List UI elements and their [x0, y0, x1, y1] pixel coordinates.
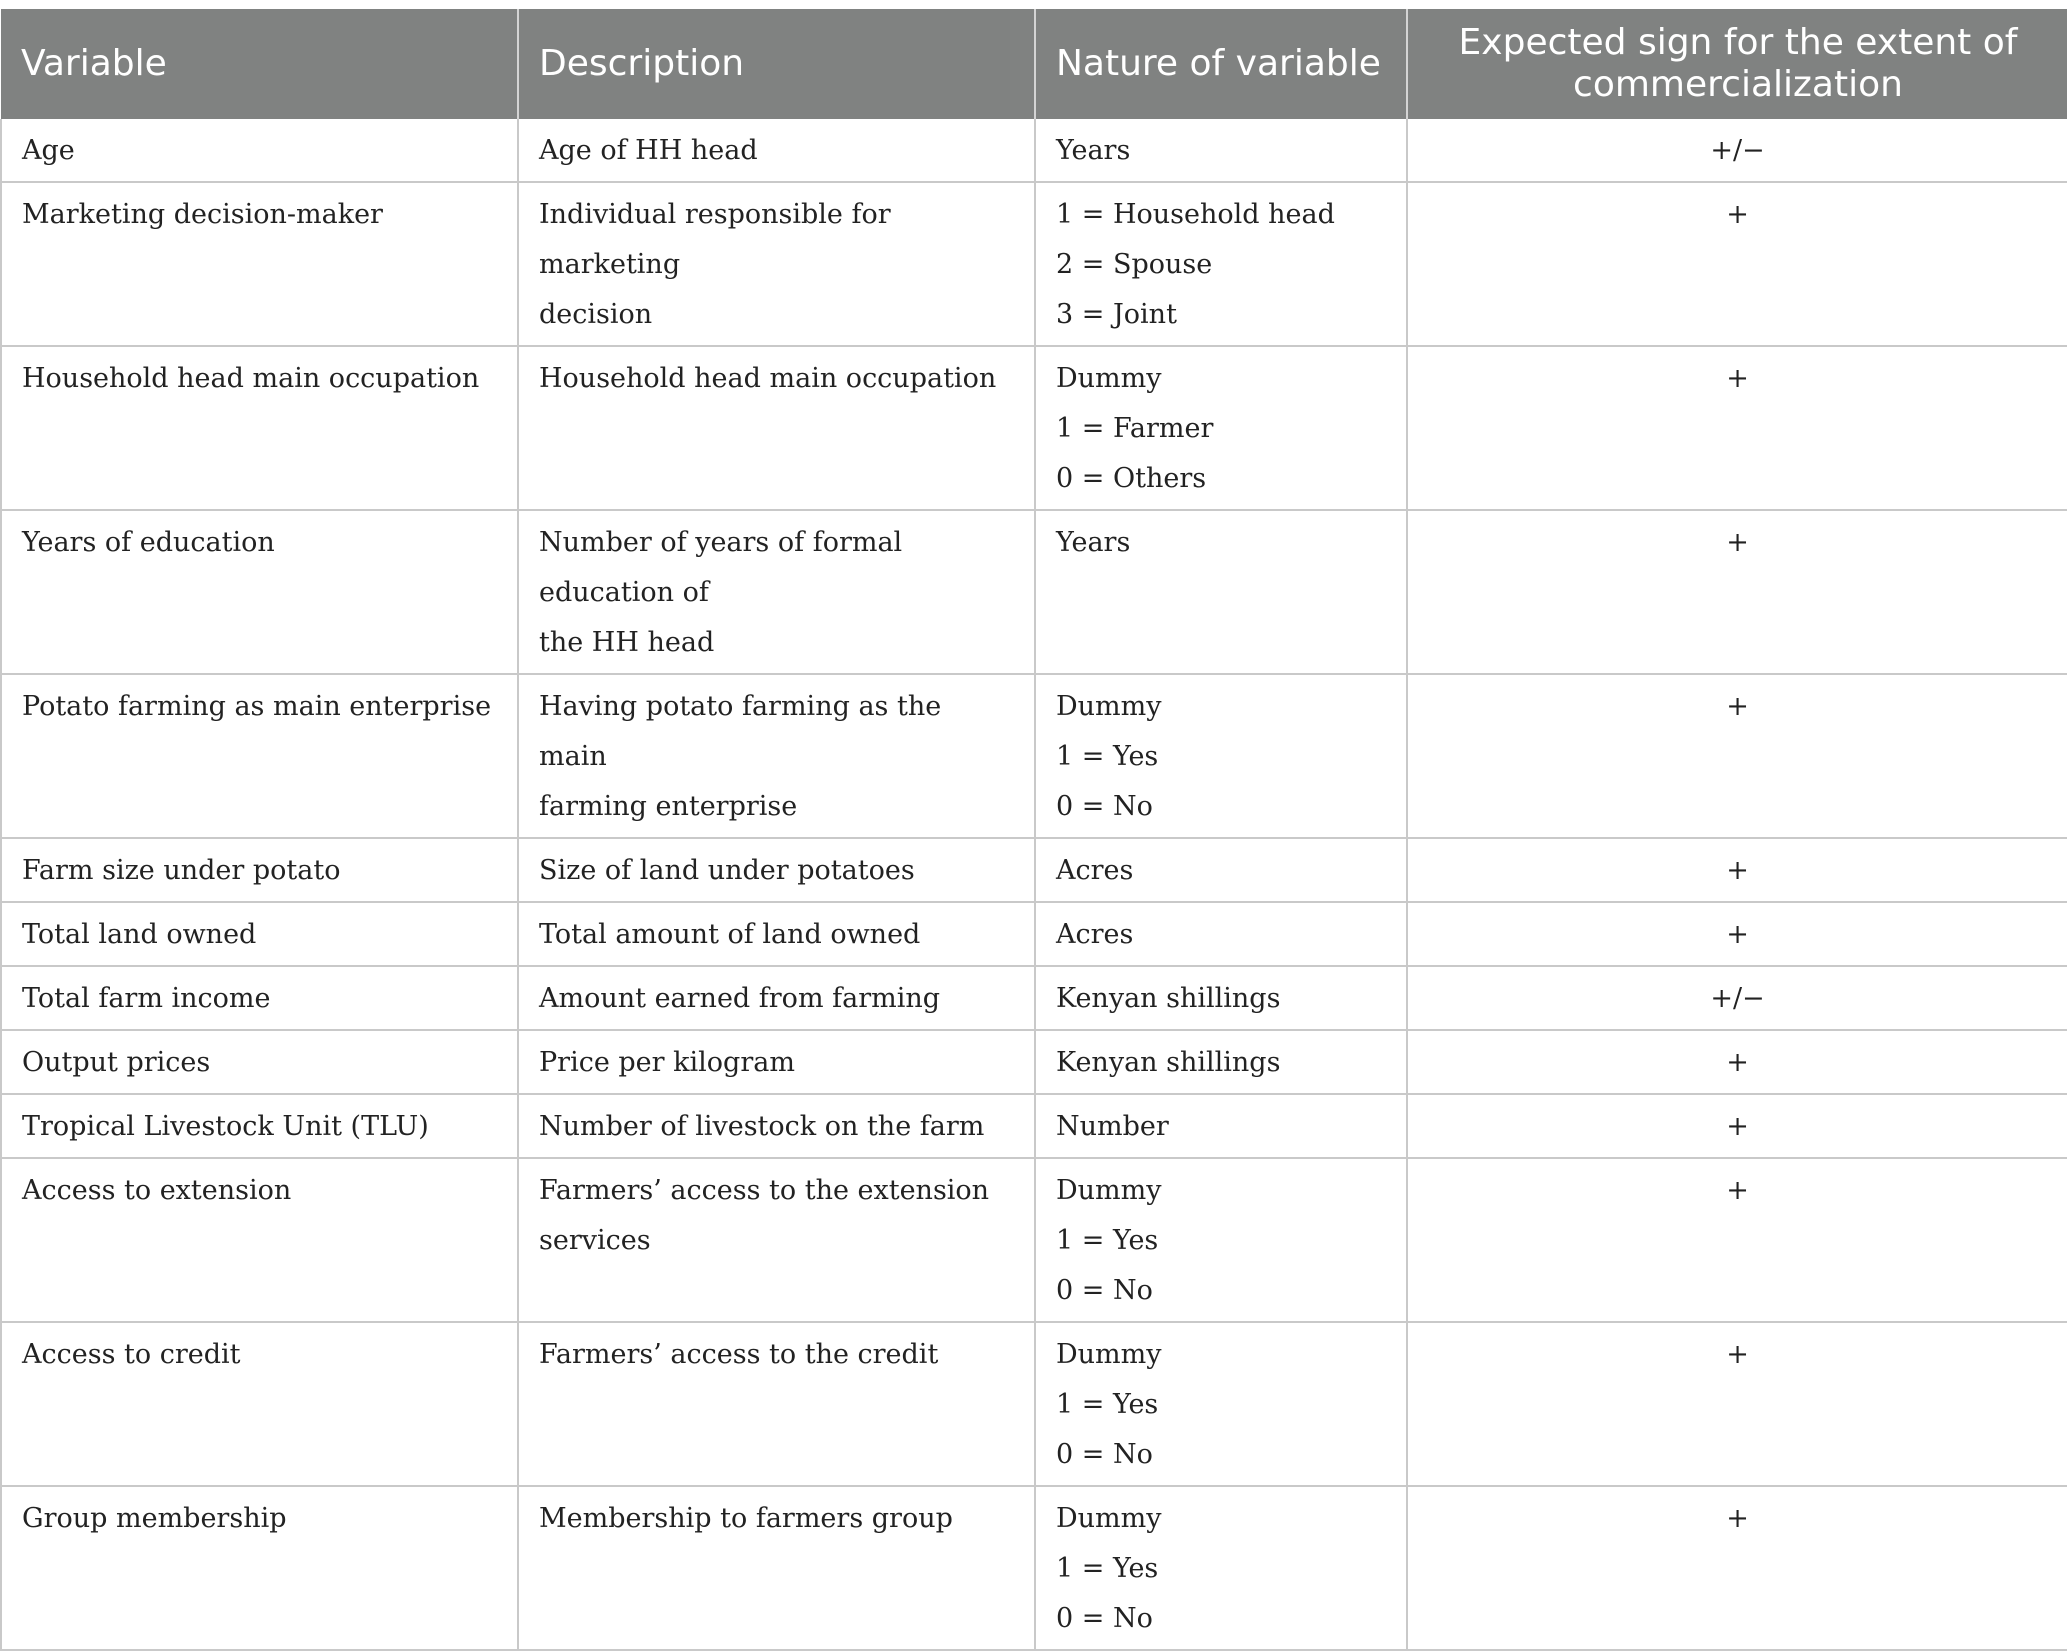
table-row	[1, 838, 2067, 902]
nature-line: 0 = No	[1056, 1603, 1153, 1634]
header-expected-sign-line2: commercialization	[1573, 64, 1903, 105]
description-line: Total amount of land owned	[539, 919, 921, 950]
cell-description	[518, 119, 1035, 182]
nature-line: 0 = No	[1056, 1439, 1153, 1470]
cell-expected-sign: +	[1407, 902, 2067, 966]
cell-description	[518, 182, 1035, 346]
nature-line: Dummy	[1056, 1503, 1162, 1534]
cell-nature	[1035, 346, 1407, 510]
table-header	[1, 9, 2067, 119]
nature-line: Kenyan shillings	[1056, 1047, 1281, 1078]
nature-line: Number	[1056, 1111, 1169, 1142]
cell-variable: Output prices	[1, 1030, 518, 1094]
cell-nature	[1035, 1030, 1407, 1094]
description-line: Individual responsible for marketing	[539, 199, 891, 280]
cell-description	[518, 510, 1035, 674]
cell-description	[518, 346, 1035, 510]
nature-line: Years	[1056, 527, 1131, 558]
cell-expected-sign: +	[1407, 510, 2067, 674]
cell-expected-sign: +	[1407, 674, 2067, 838]
cell-nature	[1035, 1158, 1407, 1322]
cell-nature	[1035, 119, 1407, 182]
header-expected-sign	[1407, 9, 2067, 119]
nature-line: 1 = Farmer	[1056, 413, 1214, 444]
nature-line: Acres	[1056, 919, 1134, 950]
cell-description	[518, 1486, 1035, 1650]
table-row	[1, 1030, 2067, 1094]
table-row	[1, 966, 2067, 1030]
table-row	[1, 510, 2067, 674]
cell-description	[518, 966, 1035, 1030]
description-line: the HH head	[539, 627, 715, 658]
nature-line: 0 = No	[1056, 1275, 1153, 1306]
table-row	[1, 1322, 2067, 1486]
description-line: Size of land under potatoes	[539, 855, 915, 886]
cell-nature	[1035, 1094, 1407, 1158]
cell-variable: Farm size under potato	[1, 838, 518, 902]
cell-expected-sign: +/−	[1407, 966, 2067, 1030]
description-line: Membership to farmers group	[539, 1503, 953, 1534]
cell-expected-sign: +	[1407, 182, 2067, 346]
cell-description	[518, 902, 1035, 966]
variables-table-container	[0, 9, 2067, 1651]
cell-expected-sign: +	[1407, 1158, 2067, 1322]
table-body	[1, 119, 2067, 1650]
table-row	[1, 674, 2067, 838]
cell-variable: Potato farming as main enterprise	[1, 674, 518, 838]
nature-line: Dummy	[1056, 363, 1162, 394]
cell-nature	[1035, 1322, 1407, 1486]
table-row	[1, 182, 2067, 346]
cell-description	[518, 1094, 1035, 1158]
description-line: Having potato farming as the main	[539, 691, 942, 772]
description-line: Number of years of formal education of	[539, 527, 903, 608]
table-row	[1, 346, 2067, 510]
cell-description	[518, 1158, 1035, 1322]
cell-variable: Total land owned	[1, 902, 518, 966]
cell-nature	[1035, 182, 1407, 346]
description-line: Age of HH head	[539, 135, 758, 166]
nature-line: Acres	[1056, 855, 1134, 886]
header-variable: Variable	[1, 9, 518, 119]
description-line: farming enterprise	[539, 791, 798, 822]
cell-variable: Total farm income	[1, 966, 518, 1030]
header-row	[1, 9, 2067, 119]
description-line: Farmers’ access to the credit	[539, 1339, 939, 1370]
nature-line: Years	[1056, 135, 1131, 166]
cell-expected-sign: +	[1407, 1322, 2067, 1486]
cell-expected-sign: +	[1407, 1030, 2067, 1094]
nature-line: Dummy	[1056, 1339, 1162, 1370]
nature-line: 0 = No	[1056, 791, 1153, 822]
cell-variable: Access to credit	[1, 1322, 518, 1486]
cell-nature	[1035, 838, 1407, 902]
nature-line: 1 = Yes	[1056, 1553, 1159, 1584]
description-line: decision	[539, 299, 653, 330]
cell-expected-sign: +	[1407, 838, 2067, 902]
nature-line: Dummy	[1056, 1175, 1162, 1206]
header-expected-sign-line1: Expected sign for the extent of	[1458, 22, 2018, 63]
nature-line: 1 = Yes	[1056, 1225, 1159, 1256]
nature-line: Dummy	[1056, 691, 1162, 722]
cell-nature	[1035, 674, 1407, 838]
nature-line: 1 = Yes	[1056, 1389, 1159, 1420]
cell-expected-sign: +	[1407, 346, 2067, 510]
cell-variable: Tropical Livestock Unit (TLU)	[1, 1094, 518, 1158]
nature-line: 3 = Joint	[1056, 299, 1177, 330]
cell-variable: Group membership	[1, 1486, 518, 1650]
cell-description	[518, 838, 1035, 902]
description-line: Price per kilogram	[539, 1047, 795, 1078]
cell-variable: Age	[1, 119, 518, 182]
description-line: Household head main occupation	[539, 363, 997, 394]
table-row	[1, 1094, 2067, 1158]
cell-variable: Access to extension	[1, 1158, 518, 1322]
description-line: Amount earned from farming	[539, 983, 941, 1014]
cell-variable: Household head main occupation	[1, 346, 518, 510]
table-row	[1, 902, 2067, 966]
cell-variable: Marketing decision-maker	[1, 182, 518, 346]
table-row	[1, 1486, 2067, 1650]
cell-nature	[1035, 1486, 1407, 1650]
cell-description	[518, 1030, 1035, 1094]
table-row	[1, 1158, 2067, 1322]
nature-line: Kenyan shillings	[1056, 983, 1281, 1014]
variables-table	[0, 9, 2067, 1651]
cell-nature	[1035, 902, 1407, 966]
cell-expected-sign: +	[1407, 1486, 2067, 1650]
header-description: Description	[518, 9, 1035, 119]
cell-variable: Years of education	[1, 510, 518, 674]
description-line: Farmers’ access to the extension services	[539, 1175, 990, 1256]
header-nature: Nature of variable	[1035, 9, 1407, 119]
cell-description	[518, 674, 1035, 838]
cell-nature	[1035, 510, 1407, 674]
cell-expected-sign: +	[1407, 1094, 2067, 1158]
nature-line: 0 = Others	[1056, 463, 1207, 494]
nature-line: 1 = Yes	[1056, 741, 1159, 772]
description-line: Number of livestock on the farm	[539, 1111, 985, 1142]
cell-expected-sign: +/−	[1407, 119, 2067, 182]
nature-line: 2 = Spouse	[1056, 249, 1213, 280]
nature-line: 1 = Household head	[1056, 199, 1335, 230]
table-row	[1, 119, 2067, 182]
cell-nature	[1035, 966, 1407, 1030]
cell-description	[518, 1322, 1035, 1486]
